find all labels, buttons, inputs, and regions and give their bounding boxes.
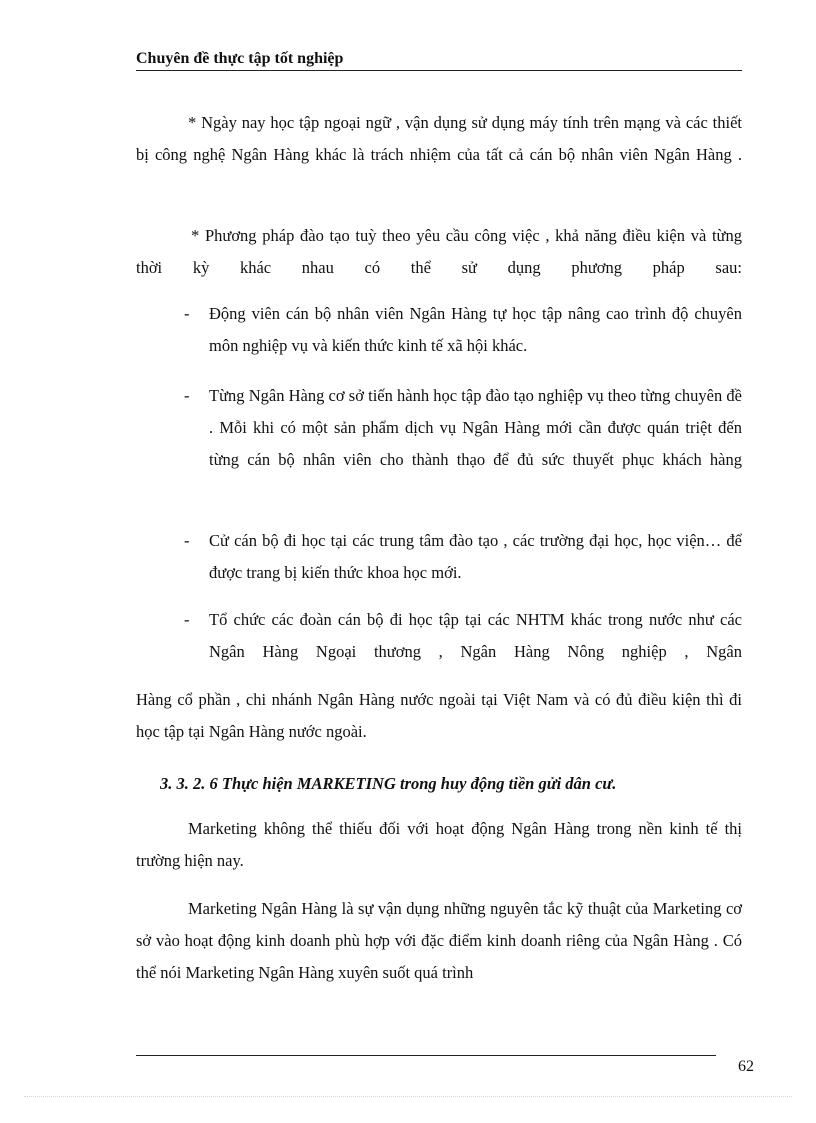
- bullet-dash: -: [184, 386, 190, 405]
- bullet-item-4: [184, 604, 742, 668]
- bullet-text: Từng Ngân Hàng cơ sở tiến hành học tập đào tạo nghiệp vụ theo từng chuyên đề . Mỗi khi có một sản phẩm dịch vụ Ngân Hàng mới cần được quán triệt đến từng cán bộ nhân viên cho thành thạo để đủ sức thuyết phục khách hàng: [209, 386, 742, 469]
- paragraph-foreign-language: * Ngày nay học tập ngoại ngữ , vận dụng sử dụng máy tính trên mạng và các thiết bị công nghệ Ngân Hàng khác là trách nhiệm của tất cả cán bộ nhân viên Ngân Hàng .: [136, 113, 742, 164]
- bullet-item-2: [184, 380, 742, 476]
- paragraph-marketing-definition: Marketing Ngân Hàng là sự vận dụng những nguyên tắc kỹ thuật của Marketing cơ sở vào hoạt động kinh doanh phù hợp với đặc điểm kinh doanh riêng của Ngân Hàng . Có thể nói Marketing Ngân Hàng xuyên suốt quá trình: [136, 899, 742, 982]
- bullet-dash: -: [184, 304, 190, 323]
- bullet-item-3: [184, 525, 742, 589]
- bullet-text: Tổ chức các đoàn cán bộ đi học tập tại các NHTM khác trong nước như các Ngân Hàng Ngoại thương , Ngân Hàng Nông nghiệp , Ngân: [209, 610, 742, 661]
- paragraph-continuation: Hàng cổ phần , chi nhánh Ngân Hàng nước ngoài tại Việt Nam và có đủ điều kiện thì đi học tập tại Ngân Hàng nước ngoài.: [136, 690, 742, 741]
- footer-divider: [136, 1055, 716, 1056]
- paragraph-training-method: * Phương pháp đào tạo tuỳ theo yêu cầu công việc , khả năng điều kiện và từng thời kỳ khác nhau có thể sử dụng phương pháp sau:: [136, 226, 742, 277]
- page-number: 62: [738, 1058, 754, 1075]
- bullet-dash: -: [184, 531, 190, 550]
- bullet-item-1: [184, 298, 742, 362]
- page-bottom-border: [24, 1096, 792, 1097]
- bullet-dash: -: [184, 610, 190, 629]
- page-header-title: Chuyên đề thực tập tốt nghiệp: [136, 48, 742, 71]
- bullet-text: Động viên cán bộ nhân viên Ngân Hàng tự học tập nâng cao trình độ chuyên môn nghiệp vụ và kiến thức kinh tế xã hội khác.: [209, 304, 742, 355]
- section-heading: 3. 3. 2. 6 Thực hiện MARKETING trong huy động tiền gửi dân cư.: [160, 774, 617, 793]
- paragraph-marketing-intro: Marketing không thể thiếu đối với hoạt động Ngân Hàng trong nền kinh tế thị trường hiện nay.: [136, 819, 742, 870]
- bullet-text: Cử cán bộ đi học tại các trung tâm đào tạo , các trường đại học, học viện… để được trang bị kiến thức khoa học mới.: [209, 531, 742, 582]
